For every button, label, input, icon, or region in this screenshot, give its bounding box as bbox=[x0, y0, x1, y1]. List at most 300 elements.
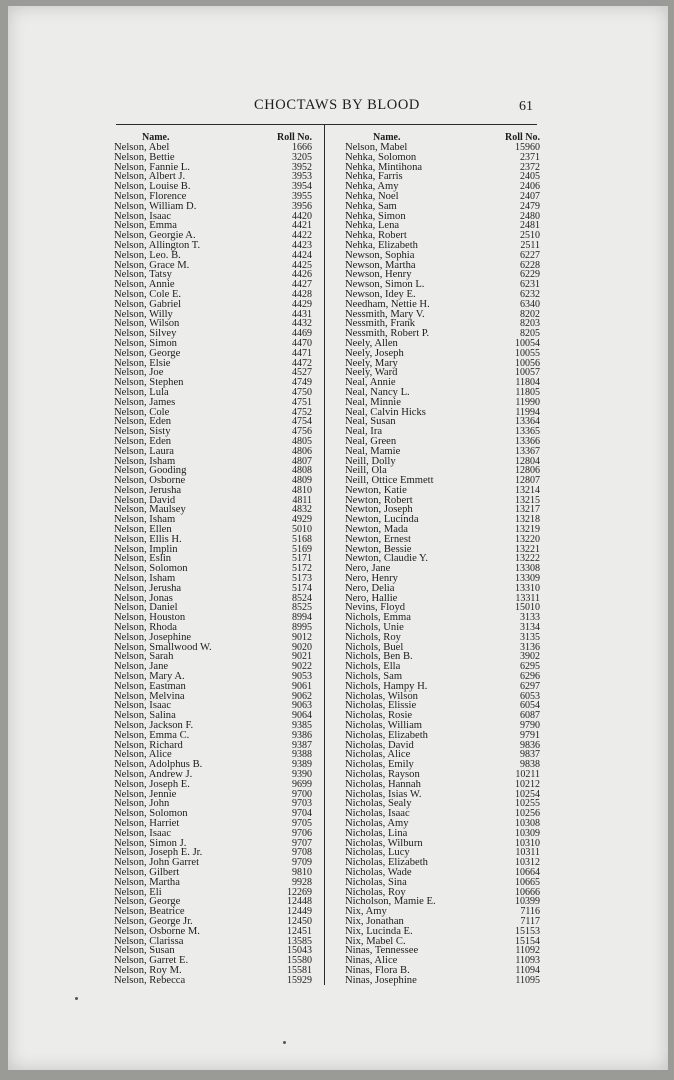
roll-number: 4472 bbox=[292, 357, 312, 369]
roll-column-label: Roll No. bbox=[505, 132, 540, 143]
roll-number: 10308 bbox=[515, 817, 540, 829]
roll-number: 13219 bbox=[515, 524, 540, 536]
roll-number: 4471 bbox=[292, 347, 312, 359]
entry-name: Nichols, Unie bbox=[345, 622, 404, 634]
roll-number: 13311 bbox=[515, 592, 540, 604]
entry-name: Neely, Joseph bbox=[345, 347, 404, 359]
entry-name: Nelson, Ellis H. bbox=[114, 533, 182, 545]
entry-name: Nicholas, Emily bbox=[345, 759, 414, 771]
roll-number: 6229 bbox=[520, 269, 540, 281]
entry-name: Nelson, Willy bbox=[114, 308, 173, 320]
roll-number: 12448 bbox=[287, 896, 312, 908]
entry-name: Nicholas, Wilburn bbox=[345, 837, 423, 849]
entry-name: Nelson, Osborne bbox=[114, 475, 186, 487]
roll-number: 12449 bbox=[287, 906, 312, 918]
roll-number: 3955 bbox=[292, 190, 312, 202]
entry-name: Nelson, Emma bbox=[114, 220, 177, 232]
entry-name: Nix, Amy bbox=[345, 906, 387, 918]
roll-number: 13217 bbox=[515, 504, 540, 516]
roll-number: 6231 bbox=[520, 279, 540, 291]
roll-number: 10666 bbox=[515, 886, 540, 898]
entry-name: Newton, Lucinda bbox=[345, 514, 419, 526]
page-title: CHOCTAWS BY BLOOD bbox=[253, 97, 421, 113]
entry-name: Neill, Dolly bbox=[345, 455, 396, 467]
entry-name: Nelson, Simon J. bbox=[114, 837, 187, 849]
entry-name: Nicholas, Elizabeth bbox=[345, 729, 428, 741]
roll-number: 4527 bbox=[292, 367, 312, 379]
roll-number: 2371 bbox=[520, 151, 540, 163]
entry-name: Ninas, Tennessee bbox=[345, 945, 419, 957]
entry-name: Nelson, Sarah bbox=[114, 651, 174, 663]
entry-name: Nero, Jane bbox=[345, 563, 391, 575]
roll-number: 13218 bbox=[515, 514, 540, 526]
entry-name: Nicholas, Lucy bbox=[345, 847, 410, 859]
roll-number: 6295 bbox=[520, 661, 540, 673]
roll-number: 4752 bbox=[292, 406, 312, 418]
paper-speck bbox=[75, 997, 78, 1000]
entry-name: Nicholas, Alice bbox=[345, 749, 411, 761]
entry-name: Newton, Robert bbox=[345, 494, 413, 506]
roll-number: 15580 bbox=[287, 955, 312, 967]
entry-name: Nelson, Gooding bbox=[114, 465, 187, 477]
entry-name: Nichols, Ben B. bbox=[345, 651, 413, 663]
roll-number: 8994 bbox=[292, 612, 312, 624]
entry-name: Nehka, Elizabeth bbox=[345, 239, 418, 251]
roll-number: 4805 bbox=[292, 435, 312, 447]
roll-number: 4806 bbox=[292, 445, 312, 457]
entry-name: Nelson, Adolphus B. bbox=[114, 759, 203, 771]
entry-name: Nelson, Ellen bbox=[114, 524, 172, 536]
entry-name: Nelson, Joe bbox=[114, 367, 164, 379]
entry-name: Nelson, Grace M. bbox=[114, 259, 190, 271]
entry-name: Ninas, Alice bbox=[345, 955, 398, 967]
roll-number: 13585 bbox=[287, 935, 312, 947]
roll-number: 4420 bbox=[292, 210, 312, 222]
entry-name: Nehka, Robert bbox=[345, 230, 407, 242]
name-column-label: Name. bbox=[142, 132, 170, 143]
roll-number: 13366 bbox=[515, 435, 540, 447]
entry-name: Nichols, Ella bbox=[345, 661, 401, 673]
entry-name: Nelson, Jennie bbox=[114, 788, 177, 800]
roll-number: 6087 bbox=[520, 710, 540, 722]
right-entry-list bbox=[345, 143, 540, 986]
roll-number: 13365 bbox=[515, 426, 540, 438]
entry-name: Nelson, Abel bbox=[114, 142, 170, 153]
roll-number: 11990 bbox=[515, 396, 540, 408]
entry-name: Nessmith, Frank bbox=[345, 318, 416, 330]
roll-number: 10057 bbox=[515, 367, 540, 379]
entry-name: Nelson, Eastman bbox=[114, 680, 186, 692]
entry-name: Nichols, Roy bbox=[345, 631, 401, 643]
entry-name: Nelson, Eslin bbox=[114, 553, 172, 565]
entry-name: Nehka, Simon bbox=[345, 210, 406, 222]
entry-name: Newton, Bessie bbox=[345, 543, 412, 555]
roll-number: 9389 bbox=[292, 759, 312, 771]
roll-number: 9838 bbox=[520, 759, 540, 771]
roll-number: 3956 bbox=[292, 200, 312, 212]
entry-name: Nelson, Isaac bbox=[114, 827, 172, 839]
entry-name: Nichols, Sam bbox=[345, 671, 403, 683]
entry-name: Nelson, Osborne M. bbox=[114, 925, 200, 937]
roll-number: 4424 bbox=[292, 249, 312, 261]
roll-number: 8995 bbox=[292, 622, 312, 634]
entry-name: Nelson, Tatsy bbox=[114, 269, 172, 281]
roll-number: 4422 bbox=[292, 230, 312, 242]
roll-number: 10255 bbox=[515, 798, 540, 810]
roll-number: 11804 bbox=[515, 377, 540, 389]
entry-name: Neal, Calvin Hicks bbox=[345, 406, 426, 418]
entry-name: Nelson, Maulsey bbox=[114, 504, 186, 516]
entry-name: Nelson, Lula bbox=[114, 386, 169, 398]
entry-name: Nelson, Houston bbox=[114, 612, 186, 624]
roll-number: 2511 bbox=[520, 239, 540, 251]
roll-number: 10212 bbox=[515, 778, 540, 790]
roll-number: 4754 bbox=[292, 416, 312, 428]
roll-number: 2479 bbox=[520, 200, 540, 212]
entry-name: Nelson, Jane bbox=[114, 661, 169, 673]
roll-number: 3205 bbox=[292, 151, 312, 163]
roll-number: 4427 bbox=[292, 279, 312, 291]
roll-number: 8202 bbox=[520, 308, 540, 320]
entry-name: Nehka, Lena bbox=[345, 220, 400, 232]
roll-number: 11093 bbox=[515, 955, 540, 967]
roll-number: 4749 bbox=[292, 377, 312, 389]
roll-number: 9709 bbox=[292, 857, 312, 869]
entry-name: Nessmith, Robert P. bbox=[345, 328, 430, 340]
roll-number: 10399 bbox=[515, 896, 540, 908]
roll-number: 4429 bbox=[292, 298, 312, 310]
roll-number: 9053 bbox=[292, 671, 312, 683]
entry-name: Nicholas, David bbox=[345, 739, 414, 751]
entry-name: Nix, Jonathan bbox=[345, 915, 404, 927]
entry-name: Nichols, Emma bbox=[345, 612, 411, 624]
roll-number: 10310 bbox=[515, 837, 540, 849]
roll-number: 3134 bbox=[520, 622, 540, 634]
roll-number: 10055 bbox=[515, 347, 540, 359]
entry-name: Neely, Allen bbox=[345, 337, 398, 349]
roll-number: 13309 bbox=[515, 573, 540, 585]
roll-number: 11092 bbox=[515, 945, 540, 957]
roll-number: 9699 bbox=[292, 778, 312, 790]
entry-name: Nelson, Isham bbox=[114, 573, 176, 585]
roll-number: 6054 bbox=[520, 700, 540, 712]
entry-name: Nicholas, William bbox=[345, 720, 423, 732]
page-number: 61 bbox=[519, 99, 533, 114]
entry-name: Nix, Mabel C. bbox=[345, 935, 406, 947]
roll-number: 11994 bbox=[515, 406, 540, 418]
entry-name: Nelson, Simon bbox=[114, 337, 177, 349]
entry-name: Nelson, Garret E. bbox=[114, 955, 189, 967]
roll-number: 12269 bbox=[287, 886, 312, 898]
roll-number: 2372 bbox=[520, 161, 540, 173]
entry-name: Nelson, Daniel bbox=[114, 602, 178, 614]
roll-number: 4751 bbox=[292, 396, 312, 408]
entry-name: Nicholas, Rosie bbox=[345, 710, 413, 722]
name-column-label: Name. bbox=[373, 132, 401, 143]
roll-number: 8205 bbox=[520, 328, 540, 340]
entry-name: Nelson, Beatrice bbox=[114, 906, 185, 918]
roll-number: 4425 bbox=[292, 259, 312, 271]
roll-number: 3136 bbox=[520, 641, 540, 653]
entry-name: Nelson, Leo. B. bbox=[114, 249, 181, 261]
roll-number: 2480 bbox=[520, 210, 540, 222]
roll-number: 9790 bbox=[520, 720, 540, 732]
roll-number: 4809 bbox=[292, 475, 312, 487]
entry-name: Nero, Delia bbox=[345, 582, 395, 594]
roll-number: 9062 bbox=[292, 690, 312, 702]
roll-number: 5169 bbox=[292, 543, 312, 555]
roll-number: 2510 bbox=[520, 230, 540, 242]
roll-number: 9703 bbox=[292, 798, 312, 810]
entry-name: Nelson, Eli bbox=[114, 886, 162, 898]
entry-name: Nehka, Mintihona bbox=[345, 161, 423, 173]
entry-name: Nelson, Gilbert bbox=[114, 866, 180, 878]
roll-number: 4750 bbox=[292, 386, 312, 398]
roll-column-label: Roll No. bbox=[277, 132, 312, 143]
roll-number: 10312 bbox=[515, 857, 540, 869]
entry-name: Nelson, Fannie L. bbox=[114, 161, 190, 173]
roll-number: 8525 bbox=[292, 602, 312, 614]
roll-number: 13214 bbox=[515, 484, 540, 496]
entry-name: Nelson, Joseph E. Jr. bbox=[114, 847, 203, 859]
entry-name: Nelson, George bbox=[114, 347, 181, 359]
entry-name: Newton, Mada bbox=[345, 524, 408, 536]
entry-name: Nicholas, Amy bbox=[345, 817, 409, 829]
roll-number: 4832 bbox=[292, 504, 312, 516]
roll-number: 10665 bbox=[515, 876, 540, 888]
roll-number: 15960 bbox=[515, 142, 540, 153]
roll-number: 6297 bbox=[520, 680, 540, 692]
roll-number: 4428 bbox=[292, 288, 312, 300]
entry-name: Nelson, Cole E. bbox=[114, 288, 182, 300]
entry-name: Nehka, Amy bbox=[345, 181, 399, 193]
entry-name: Neal, Nancy L. bbox=[345, 386, 410, 398]
entry-name: Nelson, Alice bbox=[114, 749, 172, 761]
entry-name: Nehka, Solomon bbox=[345, 151, 417, 163]
entry-name: Nelson, Cole bbox=[114, 406, 170, 418]
entry-name: Nicholas, Elissie bbox=[345, 700, 417, 712]
roll-number: 9704 bbox=[292, 808, 312, 820]
entry-name: Nelson, James bbox=[114, 396, 176, 408]
roll-number: 3954 bbox=[292, 181, 312, 193]
entry-name: Nelson, George bbox=[114, 896, 181, 908]
entry-name: Nicholas, Wade bbox=[345, 866, 412, 878]
entry-name: Neely, Ward bbox=[345, 367, 398, 379]
right-column bbox=[345, 132, 540, 986]
entry-name: Nelson, Jerusha bbox=[114, 582, 182, 594]
roll-number: 6228 bbox=[520, 259, 540, 271]
roll-number: 4470 bbox=[292, 337, 312, 349]
roll-number: 12804 bbox=[515, 455, 540, 467]
entry-name: Nelson, Laura bbox=[114, 445, 175, 457]
entry-name: Nelson, Eden bbox=[114, 416, 172, 428]
entry-name: Nelson, Emma C. bbox=[114, 729, 190, 741]
roll-number: 3135 bbox=[520, 631, 540, 643]
roll-number: 11095 bbox=[515, 974, 540, 986]
roll-number: 12807 bbox=[515, 475, 540, 487]
roll-number: 9012 bbox=[292, 631, 312, 643]
entry-name: Newton, Claudie Y. bbox=[345, 553, 428, 565]
roll-number: 3133 bbox=[520, 612, 540, 624]
roll-number: 4756 bbox=[292, 426, 312, 438]
entry-name: Nelson, Isaac bbox=[114, 210, 172, 222]
roll-number: 8524 bbox=[292, 592, 312, 604]
roll-number: 9388 bbox=[292, 749, 312, 761]
entry-name: Newson, Sophia bbox=[345, 249, 415, 261]
roll-number: 13308 bbox=[515, 563, 540, 575]
roll-number: 10056 bbox=[515, 357, 540, 369]
roll-number: 10311 bbox=[515, 847, 540, 859]
entry-name: Nelson, Susan bbox=[114, 945, 175, 957]
entry-name: Nicholas, Rayson bbox=[345, 769, 420, 780]
document-page bbox=[8, 6, 668, 1070]
roll-number: 9063 bbox=[292, 700, 312, 712]
entry-name: Nelson, Clarissa bbox=[114, 935, 184, 947]
entry-name: Nelson, Solomon bbox=[114, 808, 188, 820]
roll-number: 5010 bbox=[292, 524, 312, 536]
entry-name: Nelson, Albert J. bbox=[114, 171, 186, 183]
roll-number: 13222 bbox=[515, 553, 540, 565]
entry-name: Nicholas, Lina bbox=[345, 827, 408, 839]
roll-number: 11094 bbox=[515, 964, 540, 976]
roll-number: 10309 bbox=[515, 827, 540, 839]
entry-name: Nessmith, Mary V. bbox=[345, 308, 425, 320]
entry-name: Nelson, Salina bbox=[114, 710, 176, 722]
roll-number: 4811 bbox=[292, 494, 312, 506]
entry-name: Nelson, Martha bbox=[114, 876, 180, 888]
entry-name: Nix, Lucinda E. bbox=[345, 925, 413, 937]
entry-name: Nehka, Noel bbox=[345, 190, 399, 202]
roll-number: 9708 bbox=[292, 847, 312, 859]
roll-number: 5174 bbox=[292, 582, 312, 594]
roll-number: 6296 bbox=[520, 671, 540, 683]
entry-name: Nichols, Hampy H. bbox=[345, 680, 428, 692]
list-item bbox=[114, 976, 312, 986]
roll-number: 1666 bbox=[292, 142, 312, 153]
roll-number: 3953 bbox=[292, 171, 312, 183]
roll-number: 9707 bbox=[292, 837, 312, 849]
entry-name: Nevins, Floyd bbox=[345, 602, 406, 614]
entry-name: Newson, Idey E. bbox=[345, 288, 416, 300]
entry-name: Nehka, Sam bbox=[345, 200, 397, 212]
entry-name: Newton, Katie bbox=[345, 484, 407, 496]
entry-name: Neal, Minnie bbox=[345, 396, 401, 408]
roll-number: 4808 bbox=[292, 465, 312, 477]
roll-number: 4421 bbox=[292, 220, 312, 232]
entry-name: Nelson, Melvina bbox=[114, 690, 185, 702]
entry-name: Nelson, Joseph E. bbox=[114, 778, 190, 790]
roll-number: 6227 bbox=[520, 249, 540, 261]
roll-number: 11805 bbox=[515, 386, 540, 398]
left-column bbox=[114, 132, 312, 986]
roll-number: 9705 bbox=[292, 817, 312, 829]
roll-number: 13215 bbox=[515, 494, 540, 506]
entry-name: Nelson, Sisty bbox=[114, 426, 171, 438]
entry-name: Nicholas, Isias W. bbox=[345, 788, 422, 800]
entry-name: Nero, Hallie bbox=[345, 592, 398, 604]
entry-name: Nelson, George Jr. bbox=[114, 915, 193, 927]
roll-number: 13220 bbox=[515, 533, 540, 545]
entry-name: Nichols, Buel bbox=[345, 641, 404, 653]
roll-number: 9928 bbox=[292, 876, 312, 888]
entry-name: Nelson, Jerusha bbox=[114, 484, 182, 496]
roll-number: 4426 bbox=[292, 269, 312, 281]
header-rule bbox=[116, 124, 537, 125]
roll-number: 13310 bbox=[515, 582, 540, 594]
entry-name: Newson, Simon L. bbox=[345, 279, 425, 291]
entry-name: Newton, Ernest bbox=[345, 533, 411, 545]
roll-number: 15010 bbox=[515, 602, 540, 614]
roll-number: 5173 bbox=[292, 573, 312, 585]
entry-name: Nelson, Stephen bbox=[114, 377, 184, 389]
roll-number: 9061 bbox=[292, 680, 312, 692]
entry-name: Neal, Annie bbox=[345, 377, 396, 389]
entry-name: Nelson, Jackson F. bbox=[114, 720, 194, 732]
roll-number: 7117 bbox=[520, 915, 540, 927]
roll-number: 6340 bbox=[520, 298, 540, 310]
entry-name: Nicholas, Hannah bbox=[345, 778, 421, 790]
entry-name: Neill, Ola bbox=[345, 465, 387, 477]
entry-name: Nelson, David bbox=[114, 494, 176, 506]
roll-number: 3902 bbox=[520, 651, 540, 663]
column-divider bbox=[324, 124, 325, 985]
entry-name: Nelson, Mabel bbox=[345, 142, 408, 153]
roll-number: 13367 bbox=[515, 445, 540, 457]
entry-name: Nelson, William D. bbox=[114, 200, 197, 212]
entry-name: Nelson, Harriet bbox=[114, 817, 180, 829]
entry-name: Newson, Henry bbox=[345, 269, 412, 281]
entry-name: Ninas, Josephine bbox=[345, 974, 417, 986]
entry-name: Neely, Mary bbox=[345, 357, 398, 369]
entry-name: Nehka, Farris bbox=[345, 171, 403, 183]
entry-name: Nicholas, Isaac bbox=[345, 808, 410, 820]
roll-number: 4431 bbox=[292, 308, 312, 320]
roll-number: 6232 bbox=[520, 288, 540, 300]
roll-number: 9700 bbox=[292, 788, 312, 800]
entry-name: Nelson, Allington T. bbox=[114, 239, 201, 251]
entry-name: Nelson, Andrew J. bbox=[114, 769, 193, 780]
entry-name: Newson, Martha bbox=[345, 259, 416, 271]
entry-name: Nicholas, Sealy bbox=[345, 798, 412, 810]
entry-name: Nelson, Bettie bbox=[114, 151, 175, 163]
roll-number: 15043 bbox=[287, 945, 312, 957]
entry-name: Neal, Green bbox=[345, 435, 397, 447]
entry-name: Nelson, Josephine bbox=[114, 631, 192, 643]
entry-name: Nelson, Annie bbox=[114, 279, 175, 291]
roll-number: 9064 bbox=[292, 710, 312, 722]
left-entry-list bbox=[114, 143, 312, 986]
entry-name: Neal, Mamie bbox=[345, 445, 401, 457]
entry-name: Nero, Henry bbox=[345, 573, 398, 585]
entry-name: Nelson, Eden bbox=[114, 435, 172, 447]
roll-number: 13221 bbox=[515, 543, 540, 555]
roll-number: 4469 bbox=[292, 328, 312, 340]
roll-number: 12451 bbox=[287, 925, 312, 937]
entry-name: Nelson, Smallwood W. bbox=[114, 641, 212, 653]
roll-number: 13364 bbox=[515, 416, 540, 428]
roll-number: 15153 bbox=[515, 925, 540, 937]
roll-number: 9022 bbox=[292, 661, 312, 673]
entry-name: Nelson, Gabriel bbox=[114, 298, 182, 310]
roll-number: 3952 bbox=[292, 161, 312, 173]
roll-number: 4807 bbox=[292, 455, 312, 467]
roll-number: 5168 bbox=[292, 533, 312, 545]
entry-name: Neal, Ira bbox=[345, 426, 383, 438]
entry-name: Nelson, Rebecca bbox=[114, 974, 186, 986]
roll-number: 9020 bbox=[292, 641, 312, 653]
entry-name: Nelson, Elsie bbox=[114, 357, 171, 369]
entry-name: Nelson, Georgie A. bbox=[114, 230, 196, 242]
